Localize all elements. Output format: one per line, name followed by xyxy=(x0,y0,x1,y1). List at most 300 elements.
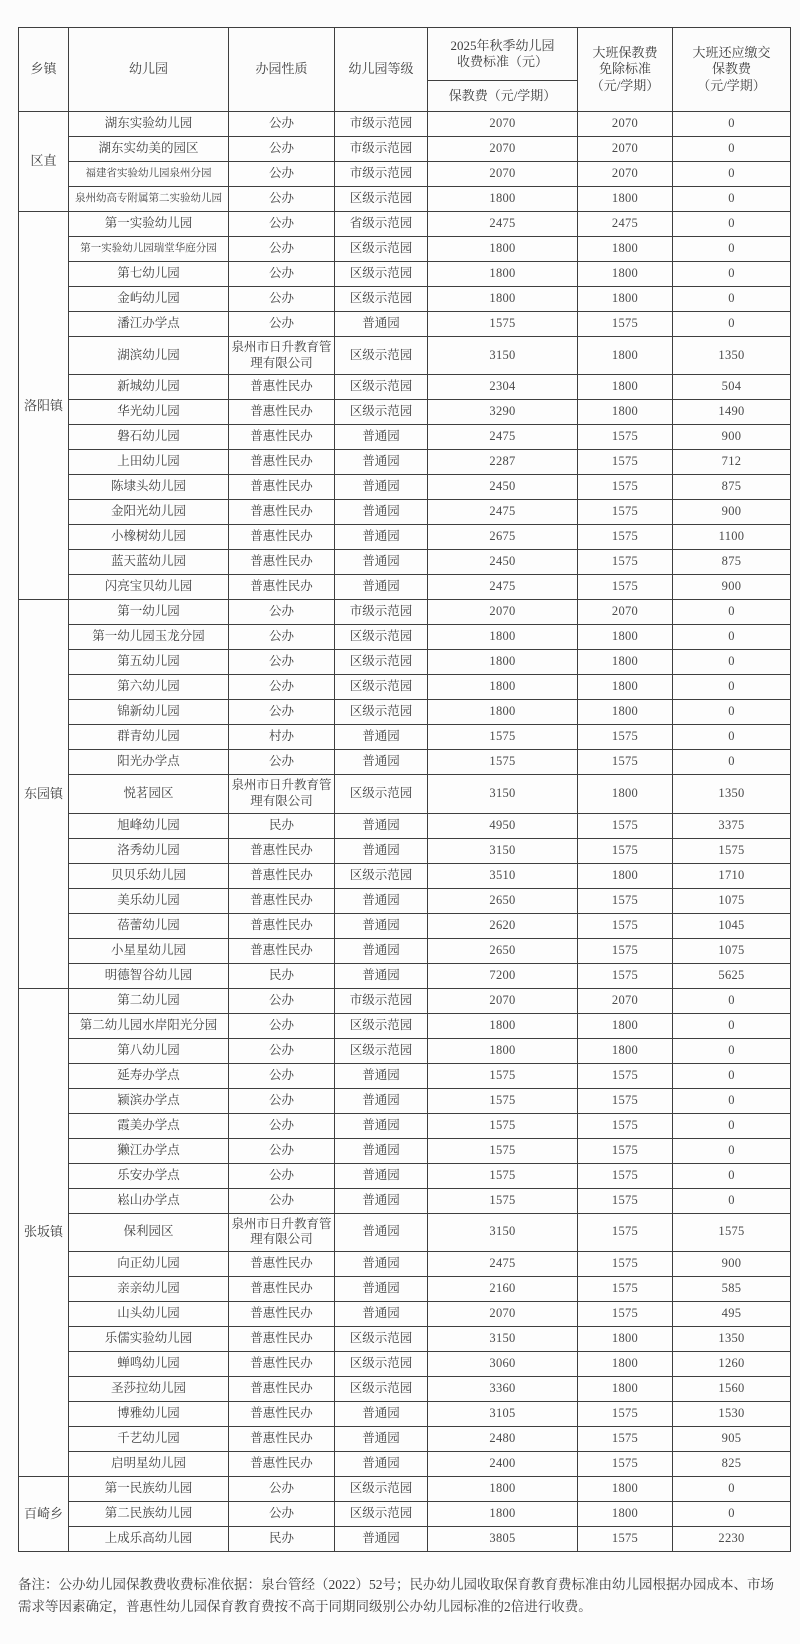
nature-cell: 普惠性民办 xyxy=(229,500,335,525)
fee-cell: 1800 xyxy=(428,1013,578,1038)
table-row xyxy=(19,963,791,988)
grade-cell: 普通园 xyxy=(335,1276,428,1301)
table-row xyxy=(19,1163,791,1188)
table-row xyxy=(19,1188,791,1213)
header-township: 乡镇 xyxy=(19,28,69,112)
due-cell: 900 xyxy=(673,500,791,525)
table-row xyxy=(19,312,791,337)
due-cell: 3375 xyxy=(673,813,791,838)
nature-cell: 普惠性民办 xyxy=(229,1326,335,1351)
grade-cell: 普通园 xyxy=(335,1251,428,1276)
nature-cell: 普惠性民办 xyxy=(229,550,335,575)
nature-cell: 普惠性民办 xyxy=(229,400,335,425)
nature-cell: 泉州市日升教育管理有限公司 xyxy=(229,337,335,375)
table-row xyxy=(19,650,791,675)
exempt-cell: 1575 xyxy=(578,500,673,525)
exempt-cell: 1575 xyxy=(578,475,673,500)
nature-cell: 普惠性民办 xyxy=(229,888,335,913)
due-cell: 1350 xyxy=(673,775,791,813)
table-row xyxy=(19,112,791,137)
fee-cell: 3060 xyxy=(428,1351,578,1376)
grade-cell: 普通园 xyxy=(335,1113,428,1138)
table-row xyxy=(19,287,791,312)
table-row xyxy=(19,775,791,813)
fee-cell: 2475 xyxy=(428,425,578,450)
table-row xyxy=(19,913,791,938)
kindergarten-name-cell: 闪亮宝贝幼儿园 xyxy=(69,575,229,600)
nature-cell: 普惠性民办 xyxy=(229,1401,335,1426)
due-cell: 504 xyxy=(673,375,791,400)
nature-cell: 普惠性民办 xyxy=(229,838,335,863)
exempt-cell: 1575 xyxy=(578,1426,673,1451)
nature-cell: 公办 xyxy=(229,1038,335,1063)
township-cell: 张坂镇 xyxy=(19,988,69,1476)
table-row xyxy=(19,212,791,237)
table-row xyxy=(19,500,791,525)
table-row xyxy=(19,137,791,162)
exempt-cell: 1800 xyxy=(578,1038,673,1063)
grade-cell: 普通园 xyxy=(335,575,428,600)
fee-cell: 3150 xyxy=(428,337,578,375)
grade-cell: 市级示范园 xyxy=(335,162,428,187)
kindergarten-name-cell: 金阳光幼儿园 xyxy=(69,500,229,525)
kindergarten-name-cell: 第二幼儿园水岸阳光分园 xyxy=(69,1013,229,1038)
table-row xyxy=(19,1426,791,1451)
exempt-cell: 1575 xyxy=(578,1451,673,1476)
due-cell: 0 xyxy=(673,750,791,775)
nature-cell: 公办 xyxy=(229,212,335,237)
header-nature: 办园性质 xyxy=(229,28,335,112)
due-cell: 0 xyxy=(673,1063,791,1088)
due-cell: 0 xyxy=(673,1013,791,1038)
exempt-cell: 1575 xyxy=(578,913,673,938)
due-cell: 0 xyxy=(673,112,791,137)
table-row xyxy=(19,550,791,575)
header-grade: 幼儿园等级 xyxy=(335,28,428,112)
table-row xyxy=(19,1301,791,1326)
fee-cell: 2475 xyxy=(428,500,578,525)
nature-cell: 普惠性民办 xyxy=(229,1451,335,1476)
fee-cell: 2450 xyxy=(428,550,578,575)
grade-cell: 普通园 xyxy=(335,725,428,750)
grade-cell: 市级示范园 xyxy=(335,112,428,137)
fee-cell: 3290 xyxy=(428,400,578,425)
kindergarten-name-cell: 明德智谷幼儿园 xyxy=(69,963,229,988)
exempt-cell: 1800 xyxy=(578,775,673,813)
table-row xyxy=(19,1501,791,1526)
table-row xyxy=(19,1476,791,1501)
fee-table-header xyxy=(19,28,791,112)
table-row xyxy=(19,700,791,725)
kindergarten-name-cell: 崧山办学点 xyxy=(69,1188,229,1213)
due-cell: 0 xyxy=(673,625,791,650)
nature-cell: 公办 xyxy=(229,287,335,312)
due-cell: 0 xyxy=(673,212,791,237)
township-cell: 百崎乡 xyxy=(19,1476,69,1551)
kindergarten-name-cell: 第一幼儿园玉龙分园 xyxy=(69,625,229,650)
exempt-cell: 1575 xyxy=(578,425,673,450)
due-cell: 905 xyxy=(673,1426,791,1451)
nature-cell: 泉州市日升教育管理有限公司 xyxy=(229,775,335,813)
table-row xyxy=(19,1063,791,1088)
table-row xyxy=(19,1351,791,1376)
kindergarten-name-cell: 第一实验幼儿园瑞堂华庭分园 xyxy=(69,237,229,262)
table-row xyxy=(19,1113,791,1138)
kindergarten-name-cell: 贝贝乐幼儿园 xyxy=(69,863,229,888)
township-cell: 洛阳镇 xyxy=(19,212,69,600)
due-cell: 0 xyxy=(673,1501,791,1526)
fee-cell: 1800 xyxy=(428,1476,578,1501)
kindergarten-name-cell: 小星星幼儿园 xyxy=(69,938,229,963)
table-row xyxy=(19,1088,791,1113)
kindergarten-name-cell: 金屿幼儿园 xyxy=(69,287,229,312)
grade-cell: 区级示范园 xyxy=(335,675,428,700)
grade-cell: 普通园 xyxy=(335,1163,428,1188)
nature-cell: 公办 xyxy=(229,262,335,287)
fee-cell: 2675 xyxy=(428,525,578,550)
exempt-cell: 1800 xyxy=(578,625,673,650)
fee-cell: 2450 xyxy=(428,475,578,500)
nature-cell: 普惠性民办 xyxy=(229,1301,335,1326)
due-cell: 1575 xyxy=(673,838,791,863)
grade-cell: 区级示范园 xyxy=(335,1501,428,1526)
table-row xyxy=(19,162,791,187)
kindergarten-name-cell: 延寿办学点 xyxy=(69,1063,229,1088)
exempt-cell: 1575 xyxy=(578,1063,673,1088)
table-row xyxy=(19,725,791,750)
due-cell: 1260 xyxy=(673,1351,791,1376)
exempt-cell: 1575 xyxy=(578,1163,673,1188)
fee-cell: 1800 xyxy=(428,700,578,725)
township-cell: 东园镇 xyxy=(19,600,69,988)
nature-cell: 普惠性民办 xyxy=(229,525,335,550)
nature-cell: 普惠性民办 xyxy=(229,913,335,938)
grade-cell: 普通园 xyxy=(335,888,428,913)
header-due: 大班还应缴交 保教费 （元/学期） xyxy=(673,28,791,112)
due-cell: 0 xyxy=(673,988,791,1013)
grade-cell: 区级示范园 xyxy=(335,375,428,400)
kindergarten-name-cell: 上田幼儿园 xyxy=(69,450,229,475)
fee-cell: 1800 xyxy=(428,1501,578,1526)
exempt-cell: 1575 xyxy=(578,1213,673,1251)
fee-cell: 2480 xyxy=(428,1426,578,1451)
due-cell: 0 xyxy=(673,600,791,625)
nature-cell: 公办 xyxy=(229,162,335,187)
kindergarten-name-cell: 乐安办学点 xyxy=(69,1163,229,1188)
grade-cell: 普通园 xyxy=(335,813,428,838)
exempt-cell: 2070 xyxy=(578,988,673,1013)
grade-cell: 区级示范园 xyxy=(335,863,428,888)
exempt-cell: 1800 xyxy=(578,1351,673,1376)
due-cell: 1490 xyxy=(673,400,791,425)
table-row xyxy=(19,938,791,963)
grade-cell: 区级示范园 xyxy=(335,1351,428,1376)
table-row xyxy=(19,1451,791,1476)
grade-cell: 区级示范园 xyxy=(335,400,428,425)
grade-cell: 普通园 xyxy=(335,963,428,988)
nature-cell: 民办 xyxy=(229,963,335,988)
fee-cell: 2304 xyxy=(428,375,578,400)
grade-cell: 普通园 xyxy=(335,1138,428,1163)
fee-cell: 7200 xyxy=(428,963,578,988)
exempt-cell: 2475 xyxy=(578,212,673,237)
fee-cell: 1575 xyxy=(428,725,578,750)
table-row xyxy=(19,750,791,775)
table-row xyxy=(19,575,791,600)
kindergarten-name-cell: 洛秀幼儿园 xyxy=(69,838,229,863)
kindergarten-name-cell: 第七幼儿园 xyxy=(69,262,229,287)
nature-cell: 普惠性民办 xyxy=(229,1426,335,1451)
table-row xyxy=(19,863,791,888)
kindergarten-name-cell: 第一民族幼儿园 xyxy=(69,1476,229,1501)
due-cell: 495 xyxy=(673,1301,791,1326)
nature-cell: 普惠性民办 xyxy=(229,475,335,500)
nature-cell: 公办 xyxy=(229,675,335,700)
due-cell: 0 xyxy=(673,1038,791,1063)
grade-cell: 市级示范园 xyxy=(335,600,428,625)
nature-cell: 普惠性民办 xyxy=(229,863,335,888)
grade-cell: 普通园 xyxy=(335,450,428,475)
kindergarten-name-cell: 锦新幼儿园 xyxy=(69,700,229,725)
exempt-cell: 1575 xyxy=(578,725,673,750)
grade-cell: 普通园 xyxy=(335,1526,428,1551)
exempt-cell: 1800 xyxy=(578,863,673,888)
fee-cell: 1800 xyxy=(428,650,578,675)
table-row xyxy=(19,1013,791,1038)
nature-cell: 公办 xyxy=(229,1113,335,1138)
due-cell: 900 xyxy=(673,575,791,600)
nature-cell: 普惠性民办 xyxy=(229,575,335,600)
exempt-cell: 1575 xyxy=(578,838,673,863)
kindergarten-name-cell: 福建省实验幼儿园泉州分园 xyxy=(69,162,229,187)
fee-cell: 1800 xyxy=(428,287,578,312)
table-row xyxy=(19,475,791,500)
exempt-cell: 2070 xyxy=(578,112,673,137)
nature-cell: 公办 xyxy=(229,1138,335,1163)
due-cell: 1560 xyxy=(673,1376,791,1401)
due-cell: 1575 xyxy=(673,1213,791,1251)
grade-cell: 区级示范园 xyxy=(335,237,428,262)
exempt-cell: 1800 xyxy=(578,1326,673,1351)
kindergarten-name-cell: 蓝天蓝幼儿园 xyxy=(69,550,229,575)
exempt-cell: 1800 xyxy=(578,675,673,700)
due-cell: 0 xyxy=(673,1113,791,1138)
kindergarten-name-cell: 群青幼儿园 xyxy=(69,725,229,750)
kindergarten-name-cell: 上成乐高幼儿园 xyxy=(69,1526,229,1551)
due-cell: 0 xyxy=(673,312,791,337)
kindergarten-name-cell: 蓓蕾幼儿园 xyxy=(69,913,229,938)
exempt-cell: 1800 xyxy=(578,1376,673,1401)
kindergarten-name-cell: 千艺幼儿园 xyxy=(69,1426,229,1451)
fee-table-body xyxy=(19,112,791,1552)
table-row xyxy=(19,237,791,262)
due-cell: 585 xyxy=(673,1276,791,1301)
nature-cell: 民办 xyxy=(229,813,335,838)
exempt-cell: 1575 xyxy=(578,813,673,838)
kindergarten-name-cell: 湖东实幼美的园区 xyxy=(69,137,229,162)
kindergarten-name-cell: 霞美办学点 xyxy=(69,1113,229,1138)
nature-cell: 村办 xyxy=(229,725,335,750)
kindergarten-name-cell: 泉州幼高专附属第二实验幼儿园 xyxy=(69,187,229,212)
grade-cell: 区级示范园 xyxy=(335,187,428,212)
fee-cell: 1575 xyxy=(428,750,578,775)
kindergarten-name-cell: 第二幼儿园 xyxy=(69,988,229,1013)
table-row xyxy=(19,262,791,287)
nature-cell: 普惠性民办 xyxy=(229,1351,335,1376)
table-row xyxy=(19,187,791,212)
kindergarten-name-cell: 第二民族幼儿园 xyxy=(69,1501,229,1526)
due-cell: 0 xyxy=(673,262,791,287)
fee-cell: 3805 xyxy=(428,1526,578,1551)
exempt-cell: 1575 xyxy=(578,888,673,913)
grade-cell: 普通园 xyxy=(335,838,428,863)
fee-cell: 3150 xyxy=(428,775,578,813)
fee-cell: 1575 xyxy=(428,1113,578,1138)
nature-cell: 公办 xyxy=(229,700,335,725)
fee-cell: 1800 xyxy=(428,1038,578,1063)
kindergarten-name-cell: 蝉鸣幼儿园 xyxy=(69,1351,229,1376)
fee-cell: 3150 xyxy=(428,1326,578,1351)
exempt-cell: 1800 xyxy=(578,337,673,375)
grade-cell: 区级示范园 xyxy=(335,625,428,650)
fee-cell: 2620 xyxy=(428,913,578,938)
grade-cell: 普通园 xyxy=(335,1401,428,1426)
fee-cell: 3150 xyxy=(428,1213,578,1251)
kindergarten-name-cell: 启明星幼儿园 xyxy=(69,1451,229,1476)
nature-cell: 普惠性民办 xyxy=(229,375,335,400)
nature-cell: 公办 xyxy=(229,750,335,775)
fee-cell: 3150 xyxy=(428,838,578,863)
due-cell: 1075 xyxy=(673,938,791,963)
fee-cell: 2475 xyxy=(428,575,578,600)
table-row xyxy=(19,525,791,550)
nature-cell: 公办 xyxy=(229,237,335,262)
kindergarten-name-cell: 第八幼儿园 xyxy=(69,1038,229,1063)
fee-cell: 1800 xyxy=(428,262,578,287)
fee-cell: 2650 xyxy=(428,888,578,913)
fee-cell: 1575 xyxy=(428,312,578,337)
grade-cell: 普通园 xyxy=(335,1088,428,1113)
due-cell: 875 xyxy=(673,475,791,500)
grade-cell: 区级示范园 xyxy=(335,1376,428,1401)
kindergarten-name-cell: 湖滨幼儿园 xyxy=(69,337,229,375)
fee-cell: 2160 xyxy=(428,1276,578,1301)
due-cell: 0 xyxy=(673,1188,791,1213)
due-cell: 900 xyxy=(673,1251,791,1276)
grade-cell: 区级示范园 xyxy=(335,775,428,813)
due-cell: 875 xyxy=(673,550,791,575)
fee-cell: 1575 xyxy=(428,1163,578,1188)
grade-cell: 普通园 xyxy=(335,475,428,500)
grade-cell: 普通园 xyxy=(335,1451,428,1476)
fee-cell: 1575 xyxy=(428,1188,578,1213)
due-cell: 1350 xyxy=(673,1326,791,1351)
due-cell: 0 xyxy=(673,137,791,162)
fee-cell: 2070 xyxy=(428,112,578,137)
nature-cell: 公办 xyxy=(229,112,335,137)
grade-cell: 市级示范园 xyxy=(335,137,428,162)
nature-cell: 民办 xyxy=(229,1526,335,1551)
grade-cell: 省级示范园 xyxy=(335,212,428,237)
nature-cell: 普惠性民办 xyxy=(229,1251,335,1276)
grade-cell: 普通园 xyxy=(335,1188,428,1213)
fee-cell: 3105 xyxy=(428,1401,578,1426)
exempt-cell: 1575 xyxy=(578,1276,673,1301)
kindergarten-name-cell: 獭江办学点 xyxy=(69,1138,229,1163)
grade-cell: 普通园 xyxy=(335,500,428,525)
grade-cell: 区级示范园 xyxy=(335,1013,428,1038)
table-row xyxy=(19,988,791,1013)
grade-cell: 普通园 xyxy=(335,425,428,450)
header-exempt: 大班保教费 免除标准 （元/学期） xyxy=(578,28,673,112)
exempt-cell: 1800 xyxy=(578,262,673,287)
exempt-cell: 1575 xyxy=(578,938,673,963)
fee-cell: 1575 xyxy=(428,1138,578,1163)
kindergarten-name-cell: 第一实验幼儿园 xyxy=(69,212,229,237)
nature-cell: 公办 xyxy=(229,312,335,337)
exempt-cell: 1575 xyxy=(578,1251,673,1276)
fee-cell: 2070 xyxy=(428,137,578,162)
grade-cell: 区级示范园 xyxy=(335,262,428,287)
due-cell: 0 xyxy=(673,287,791,312)
fee-cell: 1800 xyxy=(428,675,578,700)
due-cell: 0 xyxy=(673,1138,791,1163)
grade-cell: 市级示范园 xyxy=(335,988,428,1013)
due-cell: 900 xyxy=(673,425,791,450)
table-row xyxy=(19,375,791,400)
exempt-cell: 1800 xyxy=(578,1476,673,1501)
nature-cell: 公办 xyxy=(229,1013,335,1038)
grade-cell: 普通园 xyxy=(335,1426,428,1451)
fee-cell: 2070 xyxy=(428,600,578,625)
table-row xyxy=(19,1376,791,1401)
grade-cell: 普通园 xyxy=(335,1063,428,1088)
fee-cell: 1575 xyxy=(428,1088,578,1113)
fee-cell: 2287 xyxy=(428,450,578,475)
table-row xyxy=(19,425,791,450)
grade-cell: 普通园 xyxy=(335,312,428,337)
exempt-cell: 1575 xyxy=(578,550,673,575)
kindergarten-name-cell: 磐石幼儿园 xyxy=(69,425,229,450)
due-cell: 0 xyxy=(673,725,791,750)
header-fee-group: 2025年秋季幼儿园 收费标准（元） xyxy=(428,28,578,81)
table-row xyxy=(19,675,791,700)
exempt-cell: 1800 xyxy=(578,237,673,262)
table-row xyxy=(19,813,791,838)
exempt-cell: 1575 xyxy=(578,1088,673,1113)
due-cell: 1100 xyxy=(673,525,791,550)
grade-cell: 普通园 xyxy=(335,1213,428,1251)
grade-cell: 普通园 xyxy=(335,750,428,775)
exempt-cell: 1575 xyxy=(578,575,673,600)
nature-cell: 公办 xyxy=(229,1163,335,1188)
table-row xyxy=(19,450,791,475)
exempt-cell: 1800 xyxy=(578,1013,673,1038)
grade-cell: 普通园 xyxy=(335,913,428,938)
grade-cell: 普通园 xyxy=(335,1301,428,1326)
nature-cell: 普惠性民办 xyxy=(229,450,335,475)
kindergarten-name-cell: 陈埭头幼儿园 xyxy=(69,475,229,500)
township-cell: 区直 xyxy=(19,112,69,212)
due-cell: 0 xyxy=(673,1163,791,1188)
kindergarten-name-cell: 乐儒实验幼儿园 xyxy=(69,1326,229,1351)
grade-cell: 区级示范园 xyxy=(335,287,428,312)
header-fee-sub: 保教费（元/学期） xyxy=(428,81,578,112)
fee-cell: 4950 xyxy=(428,813,578,838)
exempt-cell: 1800 xyxy=(578,1501,673,1526)
grade-cell: 区级示范园 xyxy=(335,1326,428,1351)
exempt-cell: 1575 xyxy=(578,963,673,988)
